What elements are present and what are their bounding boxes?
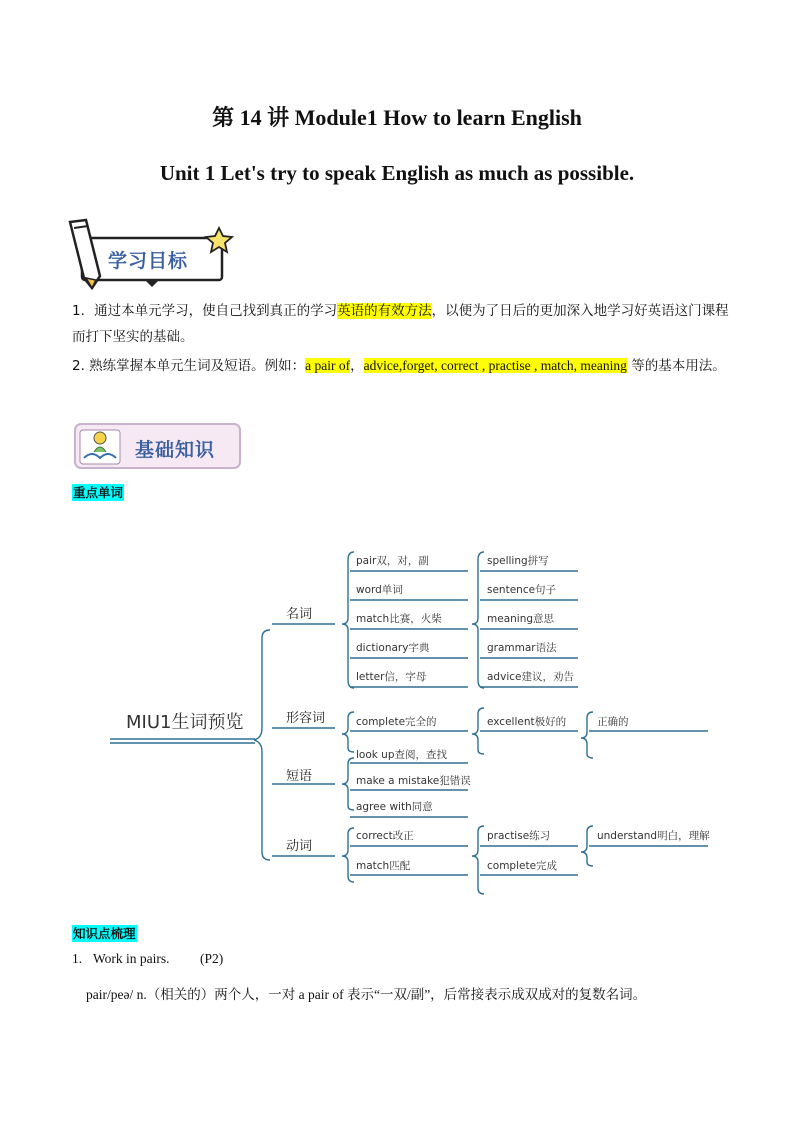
verb-leaf: understand明白，理解	[597, 830, 710, 842]
noun-leaf: spelling拼写	[487, 555, 549, 567]
phrase-leaf: look up查阅，查找	[356, 749, 448, 761]
goal-2-highlight-1: a pair of	[305, 358, 351, 373]
adj-leaf: 正确的	[597, 716, 629, 728]
goal-1-text-a: 1．通过本单元学习，使自己找到真正的学习	[72, 303, 338, 319]
point-1-text: Work in pairs.	[93, 951, 170, 966]
goals-badge: 学习目标	[108, 250, 189, 272]
goal-2-separator: ，	[350, 358, 364, 374]
verb-leaf: practise练习	[487, 830, 551, 842]
category-phrase: 短语	[286, 769, 313, 784]
category-adj: 形容词	[286, 711, 326, 726]
knowledge-points-tag: 知识点梳理	[73, 926, 136, 941]
category-verb: 动词	[286, 839, 313, 854]
category-noun: 名词	[286, 607, 313, 622]
unit-title: Unit 1 Let's try to speak English as much as possible.	[159, 161, 635, 185]
noun-leaf: word单词	[356, 584, 403, 596]
goal-1-highlight: 英语的有效方法	[337, 303, 432, 319]
adj-leaf: complete完全的	[356, 716, 437, 728]
adj-leaf: excellent极好的	[487, 716, 567, 728]
noun-leaf: letter信，字母	[356, 671, 427, 683]
point-1-number: 1.	[72, 951, 83, 966]
heart-icon	[146, 280, 158, 286]
noun-leaf: meaning意思	[487, 613, 555, 625]
noun-leaf: dictionary字典	[356, 642, 430, 654]
goal-1-text-b: ，以便为了日后的更加深入地学习好英语这门课程而打下坚实的基础。	[72, 303, 729, 345]
goal-2-text-b: 等的基本用法。	[626, 358, 726, 374]
mindmap-root: MIU1生词预览	[126, 712, 244, 733]
point-1-ref: (P2)	[200, 951, 224, 966]
verb-leaf: complete完成	[487, 860, 558, 872]
key-words-tag: 重点单词	[73, 485, 124, 500]
point-1-note: pair/peə/ n.（相关的）两个人，一对 a pair of 表示“一双/副”，后常接表示成双成对的复数名词。	[86, 987, 647, 1002]
goal-2-text-a: 2. 熟练掌握本单元生词及短语。例如：	[72, 358, 306, 374]
verb-leaf: match匹配	[356, 860, 411, 872]
basics-badge: 基础知识	[135, 439, 216, 461]
phrase-leaf: make a mistake犯错误	[356, 775, 471, 787]
noun-leaf: match比赛，火柴	[356, 613, 442, 625]
noun-leaf: pair双，对，副	[356, 555, 429, 567]
goal-item-1	[72, 298, 732, 350]
noun-leaf: sentence句子	[487, 584, 557, 596]
goal-item-2	[72, 353, 732, 379]
lesson-title: 第 14 讲 Module1 How to learn English	[212, 105, 582, 130]
noun-leaf: grammar语法	[487, 642, 557, 654]
goal-2-highlight-2: advice,forget, correct , practise , match, meaning	[363, 358, 627, 373]
noun-leaf: advice建议，劝告	[487, 671, 574, 683]
verb-leaf: correct改正	[356, 830, 414, 842]
phrase-leaf: agree with同意	[356, 801, 433, 813]
